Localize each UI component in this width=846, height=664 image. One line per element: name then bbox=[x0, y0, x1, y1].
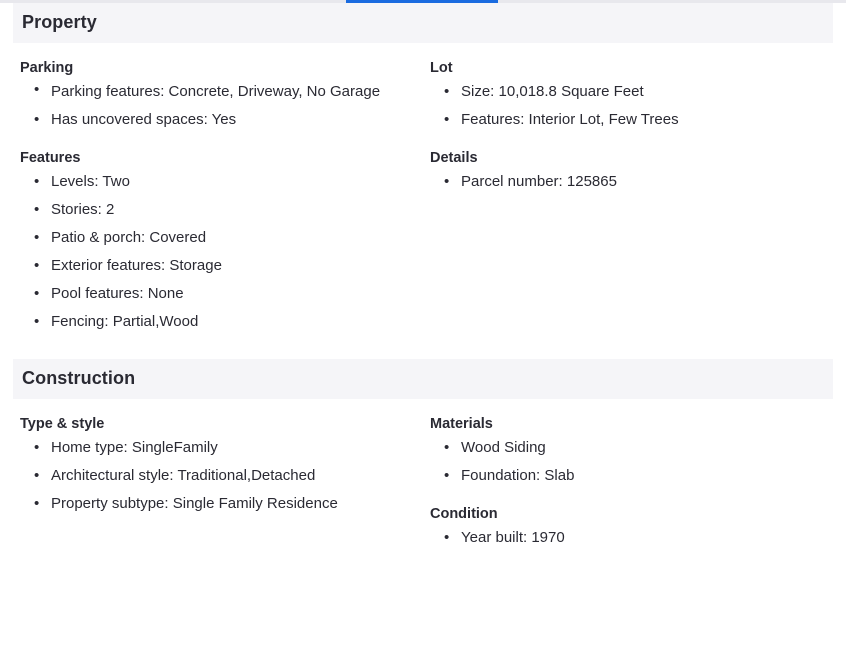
group-lot-title: Lot bbox=[430, 60, 453, 76]
section-property-title: Property bbox=[22, 12, 97, 32]
section-property-header bbox=[13, 3, 833, 43]
group-type-style-list bbox=[20, 434, 422, 518]
section-construction-right-column bbox=[422, 399, 831, 552]
list-item: • Fencing: Partial,Wood bbox=[51, 308, 422, 336]
list-item: • Property subtype: Single Family Residence bbox=[51, 490, 422, 518]
group-condition-title: Condition bbox=[430, 506, 498, 522]
group-materials bbox=[430, 416, 831, 490]
list-item: • Exterior features: Storage bbox=[51, 252, 422, 280]
section-property-right-column bbox=[422, 43, 831, 336]
list-item: • Parking features: Concrete, Driveway, No Garage bbox=[51, 78, 422, 106]
section-construction bbox=[0, 359, 846, 552]
group-features-title: Features bbox=[20, 150, 81, 166]
group-lot bbox=[430, 60, 831, 134]
list-item: • Home type: SingleFamily bbox=[51, 434, 422, 462]
list-item: • Stories: 2 bbox=[51, 196, 422, 224]
list-item: • Foundation: Slab bbox=[461, 462, 831, 490]
group-details-list bbox=[430, 168, 831, 196]
list-item: • Has uncovered spaces: Yes bbox=[51, 106, 422, 134]
section-property-left-column bbox=[13, 43, 422, 336]
group-materials-list bbox=[430, 434, 831, 490]
list-item: • Size: 10,018.8 Square Feet bbox=[461, 78, 831, 106]
group-materials-title: Materials bbox=[430, 416, 493, 432]
list-item: • Pool features: None bbox=[51, 280, 422, 308]
property-details-page bbox=[0, 3, 846, 552]
list-item: • Patio & porch: Covered bbox=[51, 224, 422, 252]
section-construction-body bbox=[0, 399, 846, 552]
list-item: • Parcel number: 125865 bbox=[461, 168, 831, 196]
section-construction-title: Construction bbox=[22, 368, 136, 388]
list-item: • Architectural style: Traditional,Detached bbox=[51, 462, 422, 490]
group-details-title: Details bbox=[430, 150, 478, 166]
section-construction-left-column bbox=[13, 399, 422, 552]
group-details bbox=[430, 150, 831, 196]
group-condition bbox=[430, 506, 831, 552]
list-item: • Wood Siding bbox=[461, 434, 831, 462]
group-parking bbox=[20, 60, 422, 134]
group-condition-list bbox=[430, 524, 831, 552]
group-features-list bbox=[20, 168, 422, 336]
list-item: • Year built: 1970 bbox=[461, 524, 831, 552]
group-lot-list bbox=[430, 78, 831, 134]
group-parking-list bbox=[20, 78, 422, 134]
group-features bbox=[20, 150, 422, 336]
section-property-body bbox=[0, 43, 846, 336]
section-construction-header bbox=[13, 359, 833, 399]
list-item: • Features: Interior Lot, Few Trees bbox=[461, 106, 831, 134]
group-type-style bbox=[20, 416, 422, 518]
section-property bbox=[0, 3, 846, 336]
group-type-style-title: Type & style bbox=[20, 416, 105, 432]
group-parking-title: Parking bbox=[20, 60, 74, 76]
list-item: • Levels: Two bbox=[51, 168, 422, 196]
